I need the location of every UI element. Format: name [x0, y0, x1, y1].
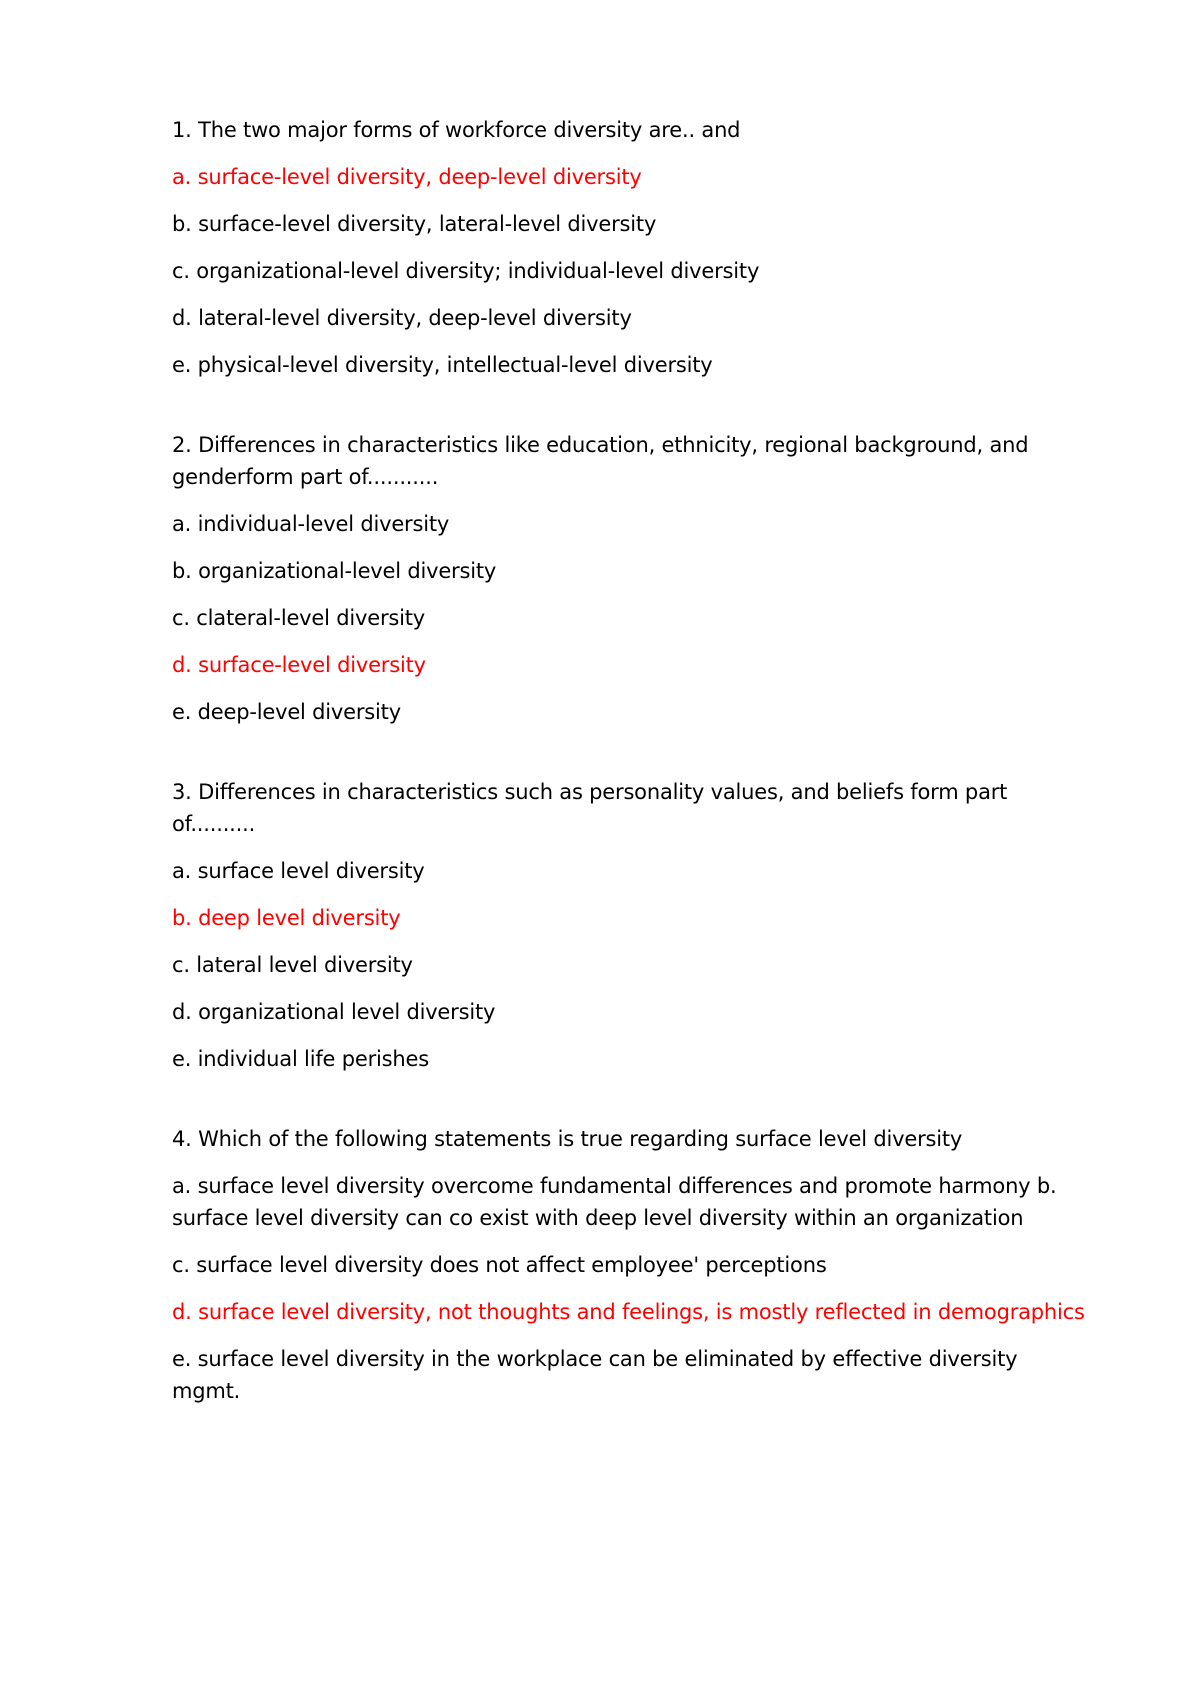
answer-option: a. surface level diversity overcome fundamental differences and promote harmony b. surface level diversity can co exist with deep level diversity within an organization — [172, 1174, 1057, 1230]
question-4 — [172, 1123, 1092, 1407]
question-3 — [172, 776, 1092, 1075]
answer-option: d. surface-level diversity — [172, 653, 426, 677]
question-text: 1. The two major forms of workforce diversity are.. and — [172, 118, 741, 142]
answer-option: d. lateral-level diversity, deep-level diversity — [172, 306, 632, 330]
question-text: 3. Differences in characteristics such as personality values, and beliefs form part of.......... — [172, 780, 1008, 836]
answer-option: b. organizational-level diversity — [172, 559, 497, 583]
answer-option: d. surface level diversity, not thoughts and feelings, is mostly reflected in demographics — [172, 1300, 1085, 1324]
answer-option: b. deep level diversity — [172, 906, 401, 930]
answer-option: e. surface level diversity in the workplace can be eliminated by effective diversity mgmt. — [172, 1347, 1018, 1403]
answer-option: e. individual life perishes — [172, 1047, 429, 1071]
question-1 — [172, 114, 1092, 381]
answer-option: d. organizational level diversity — [172, 1000, 496, 1024]
document-page — [172, 114, 1092, 1455]
answer-option: c. lateral level diversity — [172, 953, 413, 977]
answer-option: c. clateral-level diversity — [172, 606, 426, 630]
answer-option: a. surface-level diversity, deep-level diversity — [172, 165, 642, 189]
answer-option: a. surface level diversity — [172, 859, 425, 883]
question-text: 4. Which of the following statements is true regarding surface level diversity — [172, 1127, 963, 1151]
answer-option: c. organizational-level diversity; individual-level diversity — [172, 259, 760, 283]
answer-option: e. physical-level diversity, intellectual-level diversity — [172, 353, 713, 377]
answer-option: e. deep-level diversity — [172, 700, 401, 724]
question-text: 2. Differences in characteristics like education, ethnicity, regional background, and genderform part of........... — [172, 433, 1029, 489]
answer-option: c. surface level diversity does not affect employee' perceptions — [172, 1253, 827, 1277]
answer-option: b. surface-level diversity, lateral-level diversity — [172, 212, 657, 236]
question-2 — [172, 429, 1092, 728]
answer-option: a. individual-level diversity — [172, 512, 450, 536]
